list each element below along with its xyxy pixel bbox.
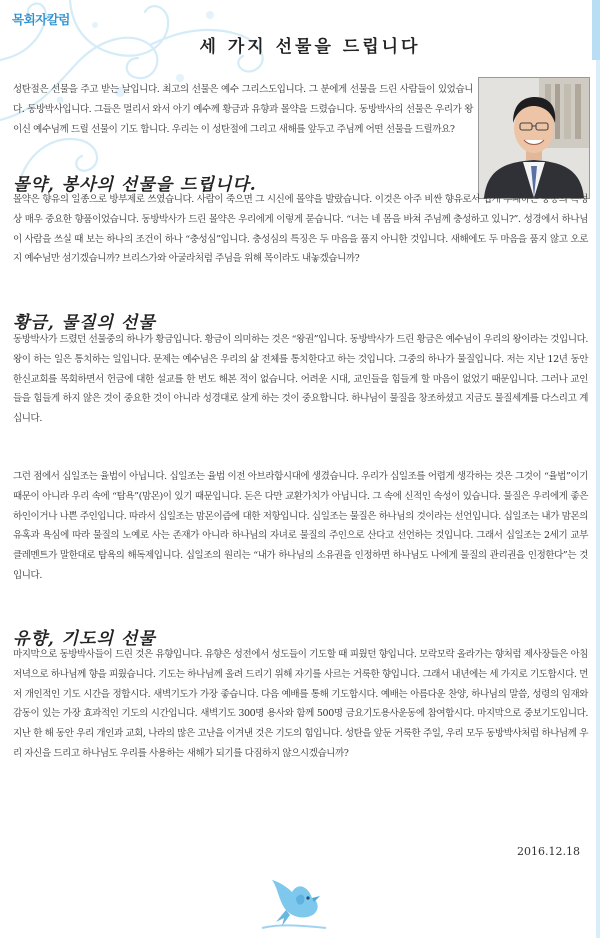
page-title: 세 가지 선물을 드립니다 (199, 37, 421, 57)
section-heading-myrrh: 몰약, 봉사의 선물을 드립니다. (13, 175, 257, 195)
section-body-frankincense: 마지막으로 동방박사들이 드린 것은 유향입니다. 유향은 성전에서 성도들이 기도할 때 피웠던 향입니다. 모락모락 올라가는 향처럼 제사장들은 아침 저녁으로 하나님께 향을 피웠습니다. 기도는 하나님께 올려 드리기 위해 자기를 사르는 거룩한 향입니다. 그래서 내년에는 세 가지로 기도합시다. 먼저 개인적인 기도 시간을 정합시다. 새벽기도가 가장 좋습니다. 다음 예배를 통해 기도합시다. 예배는 아름다운 찬양, 하나님의 말씀, 성령의 임재와 감동이 있는 가장 효과적인 기도의 시간입니다. 새벽기도 300명 용사와 함께 500명 금요기도용사운동에 참여합시다. 마지막으로 중보기도입니다. 지난 한 해 동안 우리 개인과 교회, 나라의 많은 고난을 이겨낸 것은 기도의 힘입니다. 성탄을 앞둔 거룩한 주일, 우리 모두 동방박사처럼 하나님께 우리 자신을 드리고 하나님도 우리를 사용하는 새해가 되기를 다짐하지 않으시겠습니까? (13, 649, 588, 759)
author-photo (478, 77, 590, 199)
section-body-gold-2: 그런 점에서 십일조는 율법이 아닙니다. 십일조는 율법 이전 아브라함시대에 생겼습니다. 우리가 십일조를 어렵게 생각하는 것은 그것이 “율법”이기 때문이 아니라 우리 속에 “탐욕”(맘몬)이 있기 때문입니다. 돈은 다만 교환가치가 아닙니다. 그 속에 신적인 속성이 있습니다. 물질은 우리에게 좋은 하인이거나 나쁜 주인입니다. 따라서 십일조는 맘몬이즘에 대한 저항입니다. 십일조는 물질은 하나님의 것이라는 선언입니다. 십일조는 내가 맘몬의 유혹과 욕심에 따라 물질의 노예로 사는 존재가 아니라 하나님의 자녀로 물질의 주인으로 산다고 선언하는 것입니다. 그래서 십일조는 2세기 교부 클레멘트가 말한대로 탐욕의 해독제입니다. 십일조의 원리는 “내가 하나님의 소유권을 인정하면 하나님도 나에게 물질의 관리권을 인정한다”는 것입니다. (13, 471, 588, 581)
date-stamp: 2016.12.18 (517, 845, 580, 858)
edge-corner (592, 0, 600, 60)
section-body-gold: 동방박사가 드렸던 선물중의 하나가 황금입니다. 황금이 의미하는 것은 “왕권”입니다. 동방박사가 드린 황금은 예수님이 우리의 왕이라는 것입니다. 왕이 하는 일은 통치하는 일입니다. 문제는 예수님은 우리의 삶 전체를 통치한다고 하는 것입니다. 그중의 하나가 물질입니다. 저는 지난 12년 동안 한신교회를 목회하면서 헌금에 대한 설교를 한 번도 해본 적이 없습니다. 어려운 시대, 교인들을 힘들게 할 마음이 없었기 때문입니다. 그러나 교인들을 힘들게 하지 않은 것이 중요한 것이 아니라 성경대로 살게 하는 것이 중요합니다. 하나님이 물질을 창조하셨고 지금도 물질세계를 다스리고 계십니다. (13, 334, 588, 425)
section-heading-gold: 황금, 물질의 선물 (13, 313, 156, 333)
edge-stripe (596, 0, 600, 938)
intro-paragraph: 성탄절은 선물을 주고 받는 날입니다. 최고의 선물은 예수 그리스도입니다. 그 분에게 선물을 드린 사람들이 있었습니다. 동방박사입니다. 그들은 멀리서 와서 아기 예수께 황금과 유향과 몰약을 드렸습니다. 동방박사의 선물은 우리가 왕이신 예수님께 드릴 선물이 기도 합니다. 우리는 이 성탄절에 그리고 새해를 앞두고 주님께 어떤 선물을 드릴까요? (13, 84, 473, 135)
section-heading-frankincense: 유향, 기도의 선물 (13, 629, 156, 649)
section-body-myrrh: 몰약은 향유의 일종으로 방부제로 쓰였습니다. 사람이 죽으면 그 시신에 몰약을 발랐습니다. 이것은 아주 비싼 향유로서 쉽게 부패하는 중동의 특성상 매우 중요한 향품이었습니다. 동방박사가 드린 몰약은 우리에게 이렇게 묻습니다. “너는 네 몸을 바쳐 주님께 충성하고 있니?”. 성경에서 하나님이 사람을 쓰실 때 보는 하나의 조건이 하나 “충성심”입니다. 충성심의 특징은 두 마음을 품지 아니한 것입니다. 새해에도 두 마음을 품지 않고 오로지 예수님만 섬기겠습니까? 브리스가와 아굴라처럼 주님을 위해 목이라도 내놓겠습니까? (13, 194, 588, 265)
bird-icon (258, 868, 330, 930)
column-tag: 목회자칼럼 (12, 12, 70, 27)
